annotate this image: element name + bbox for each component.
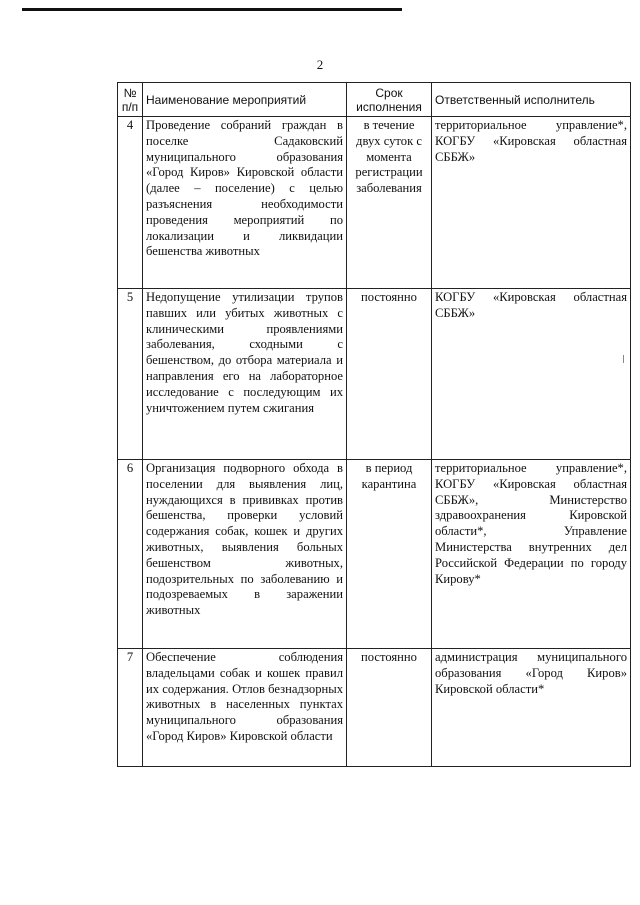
- row-resp: КОГБУ «Кировская областная СББЖ»: [432, 289, 631, 460]
- table-header-row: [118, 83, 631, 117]
- table-row: [118, 117, 631, 289]
- row-term: в период карантина: [347, 460, 432, 649]
- row-num: 6: [118, 460, 143, 649]
- row-term: постоянно: [347, 649, 432, 767]
- row-term: в течение двух суток с момента регистрации заболевания: [347, 117, 432, 289]
- row-resp: администрация муниципального образования «Город Киров» Кировской области*: [432, 649, 631, 767]
- row-num: 5: [118, 289, 143, 460]
- page-number: 2: [316, 57, 324, 72]
- row-name: Недопущение утилизации трупов павших или убитых животных с клиническими проявлениями заболевания, сходными с бешенством, до отбора материала и направления его на лабораторное исследование с последующим их уничтожением путем сжигания: [143, 289, 347, 460]
- table-row: [118, 460, 631, 649]
- measures-table-wrap: [117, 82, 631, 767]
- top-rule: [22, 8, 402, 11]
- row-term: постоянно: [347, 289, 432, 460]
- row-name: Проведение собраний граждан в поселке Садаковский муниципального образования «Город Киров» Кировской области (далее – поселение) с целью разъяснения необходимости проведения мероприятий по локализации и ликвидации бешенства животных: [143, 117, 347, 289]
- header-resp: Ответственный исполнитель: [432, 83, 631, 117]
- row-num: 4: [118, 117, 143, 289]
- header-term: Срок исполнения: [347, 83, 432, 117]
- table-row: [118, 289, 631, 460]
- table-row: [118, 649, 631, 767]
- row-num: 7: [118, 649, 143, 767]
- row-resp: территориальное управление*, КОГБУ «Кировская областная СББЖ», Министерство здравоохранения Кировской области*, Управление Министерства внутренних дел Российской Федерации по городу Кирову*: [432, 460, 631, 649]
- row-name: Обеспечение соблюдения владельцами собак и кошек правил их содержания. Отлов безнадзорных животных в населенных пунктах муниципального образования «Город Киров» Кировской области: [143, 649, 347, 767]
- header-num: № п/п: [118, 83, 143, 117]
- row-resp: территориальное управление*, КОГБУ «Кировская областная СББЖ»: [432, 117, 631, 289]
- header-name: Наименование мероприятий: [143, 83, 347, 117]
- row-name: Организация подворного обхода в поселении для выявления лиц, нуждающихся в прививках против бешенства, проверки условий содержания собак, кошек и других животных, выявления больных бешенством животных, подозрительных по заболеванию и подозреваемых в заражении животных: [143, 460, 347, 649]
- measures-table: [117, 82, 631, 767]
